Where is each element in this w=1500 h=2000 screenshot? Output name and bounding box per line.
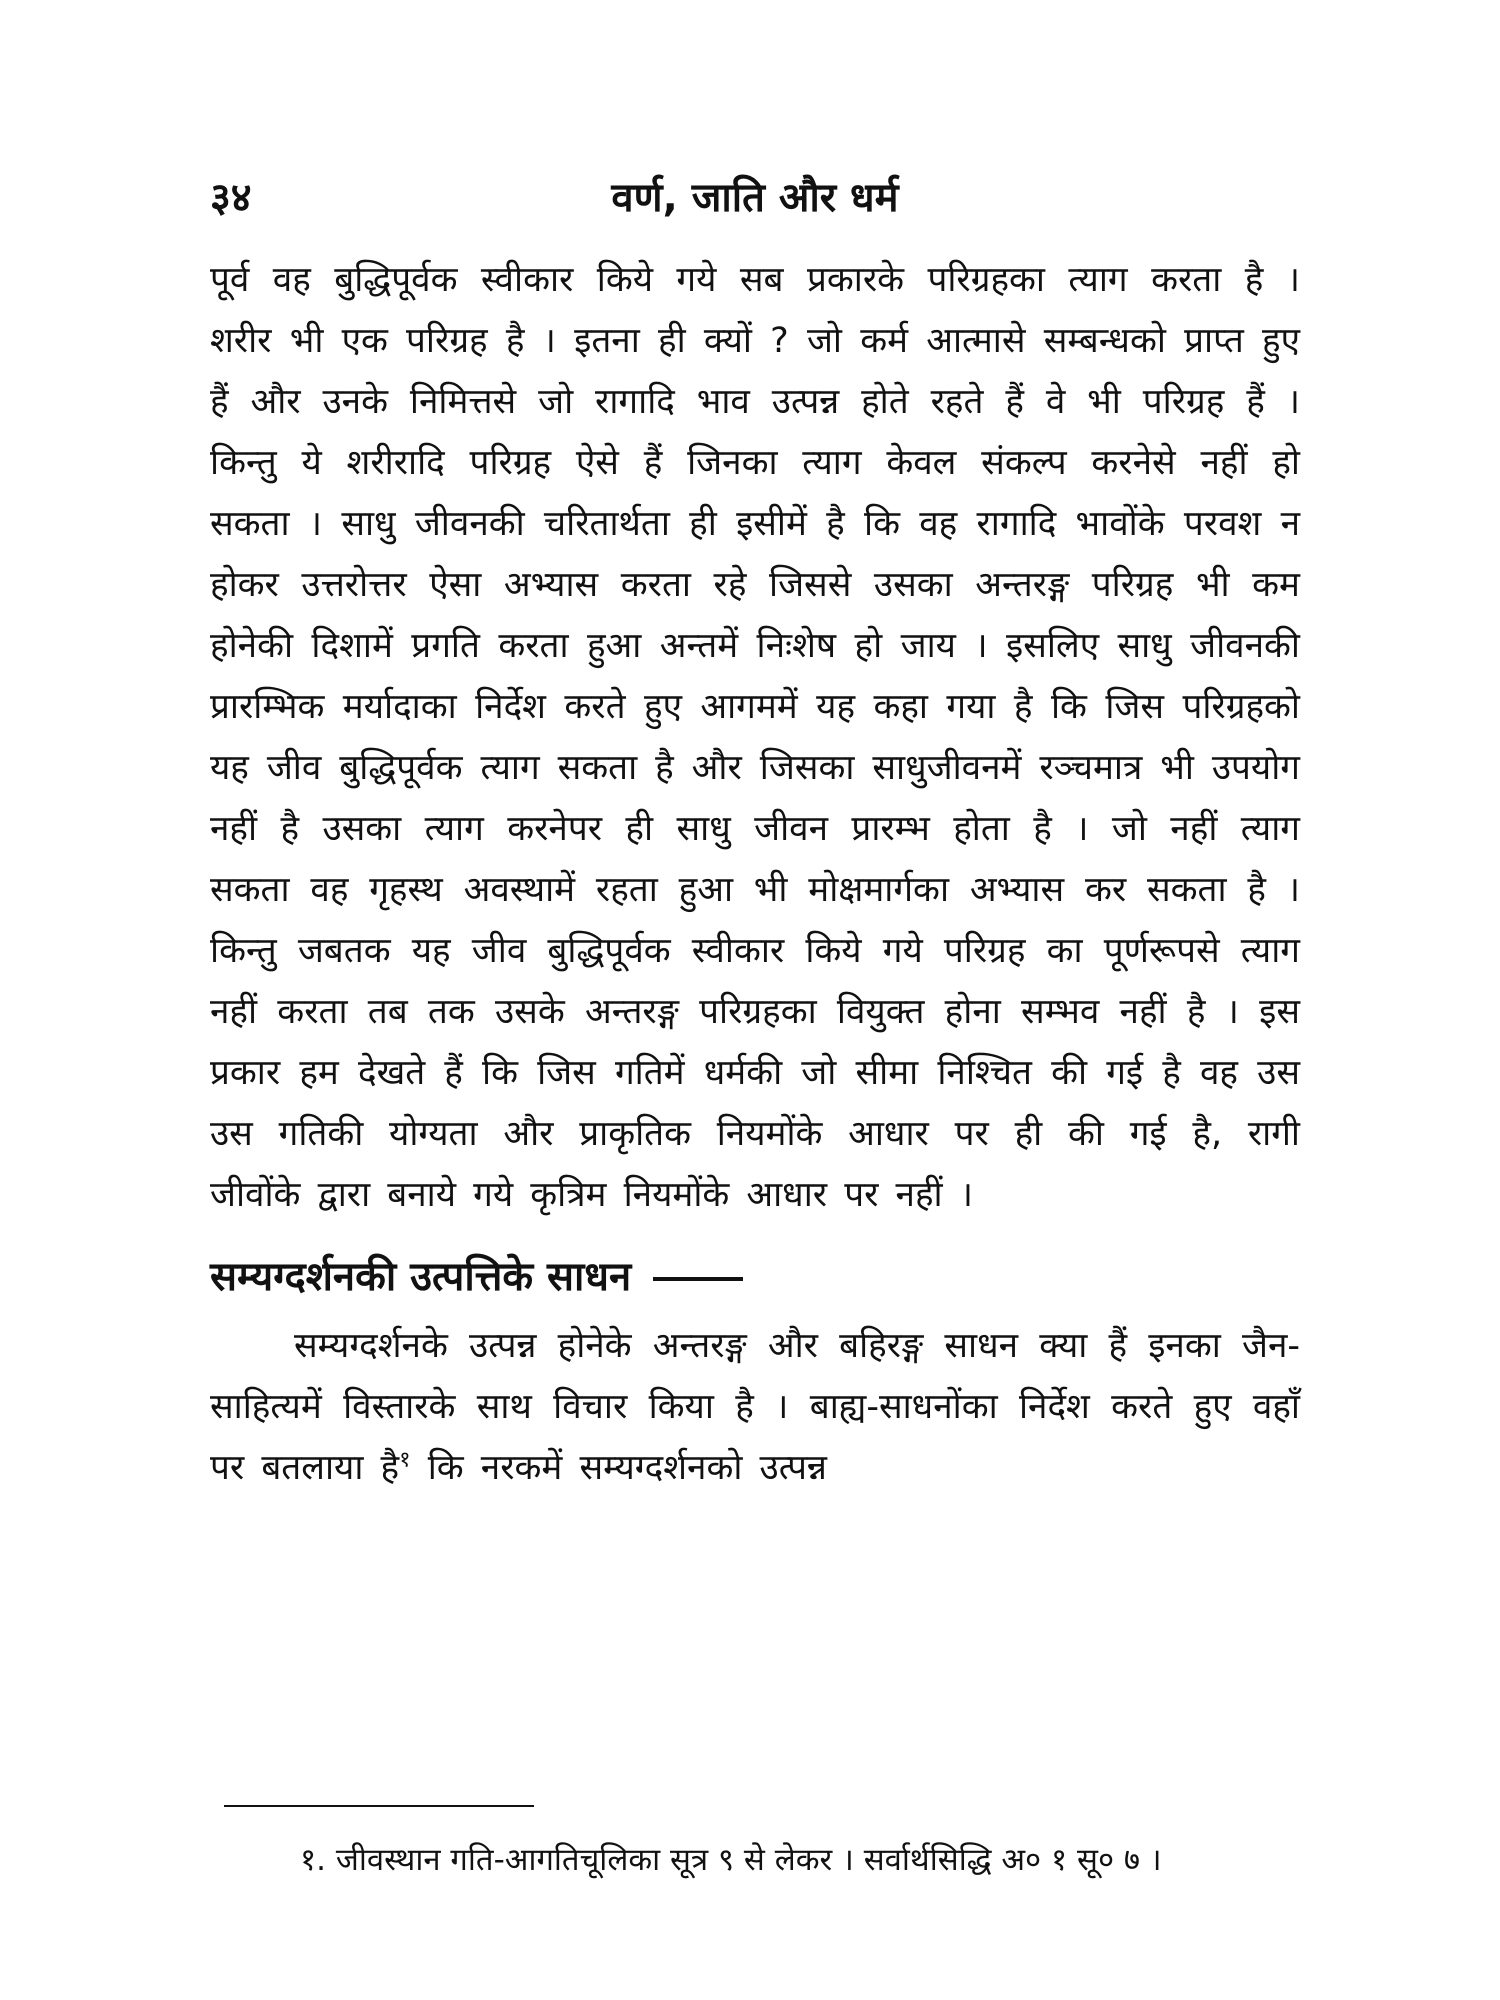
running-head xyxy=(210,168,1300,228)
footnote: १. जीवस्थान गति-आगतिचूलिका सूत्र ९ से लेकर । सर्वार्थसिद्धि अ० १ सू० ७ । xyxy=(300,1842,1162,1878)
heading-dash xyxy=(653,1277,743,1281)
running-title: वर्ण, जाति और धर्म xyxy=(611,175,899,221)
page-number: ३४ xyxy=(210,175,252,221)
footnote-reference: १ xyxy=(399,1447,411,1473)
footnote-rule xyxy=(224,1805,534,1807)
section-paragraph xyxy=(210,1316,1300,1499)
page-body xyxy=(210,250,1300,1499)
section-heading xyxy=(210,1248,1300,1306)
section-paragraph-text-before-ref: सम्यग्दर्शनके उत्पन्न होनेके अन्तरङ्ग और बहिरङ्ग साधन क्या हैं इनका जैन-साहित्यमें विस्तारके साथ विचार किया है । बाह्य-साधनोंका निर्देश करते हुए वहाँ पर बतलाया है xyxy=(210,1326,1300,1488)
body-paragraph: पूर्व वह बुद्धिपूर्वक स्वीकार किये गये सब प्रकारके परिग्रहका त्याग करता है । शरीर भी एक परिग्रह है । इतना ही क्यों ? जो कर्म आत्मासे सम्बन्धको प्राप्त हुए हैं और उनके निमित्तसे जो रागादि भाव उत्पन्न होते रहते हैं वे भी परिग्रह हैं । किन्तु ये शरीरादि परिग्रह ऐसे हैं जिनका त्याग केवल संकल्प करनेसे नहीं हो सकता । साधु जीवनकी चरितार्थता ही इसीमें है कि वह रागादि भावोंके परवश न होकर उत्तरोत्तर ऐसा अभ्यास करता रहे जिससे उसका अन्तरङ्ग परिग्रह भी कम होनेकी दिशामें प्रगति करता हुआ अन्तमें निःशेष हो जाय । इसलिए साधु जीवनकी प्रारम्भिक मर्यादाका निर्देश करते हुए आगममें यह कहा गया है कि जिस परिग्रहको यह जीव बुद्धिपूर्वक त्याग सकता है और जिसका साधुजीवनमें रञ्चमात्र भी उपयोग नहीं है उसका त्याग करनेपर ही साधु जीवन प्रारम्भ होता है । जो नहीं त्याग सकता वह गृहस्थ अवस्थामें रहता हुआ भी मोक्षमार्गका अभ्यास कर सकता है । किन्तु जबतक यह जीव बुद्धिपूर्वक स्वीकार किये गये परिग्रह का पूर्णरूपसे त्याग नहीं करता तब तक उसके अन्तरङ्ग परिग्रहका वियुक्त होना सम्भव नहीं है । इस प्रकार हम देखते हैं कि जिस गतिमें धर्मकी जो सीमा निश्चित की गई है वह उस उस गतिकी योग्यता और प्राकृतिक नियमोंके आधार पर ही की गई है, रागी जीवोंके द्वारा बनाये गये कृत्रिम नियमोंके आधार पर नहीं । xyxy=(210,260,1300,1215)
section-heading-text: सम्यग्दर्शनकी उत्पत्तिके साधन xyxy=(210,1254,632,1300)
section-paragraph-text-after-ref: कि नरकमें सम्यग्दर्शनको उत्पन्न xyxy=(410,1448,827,1488)
